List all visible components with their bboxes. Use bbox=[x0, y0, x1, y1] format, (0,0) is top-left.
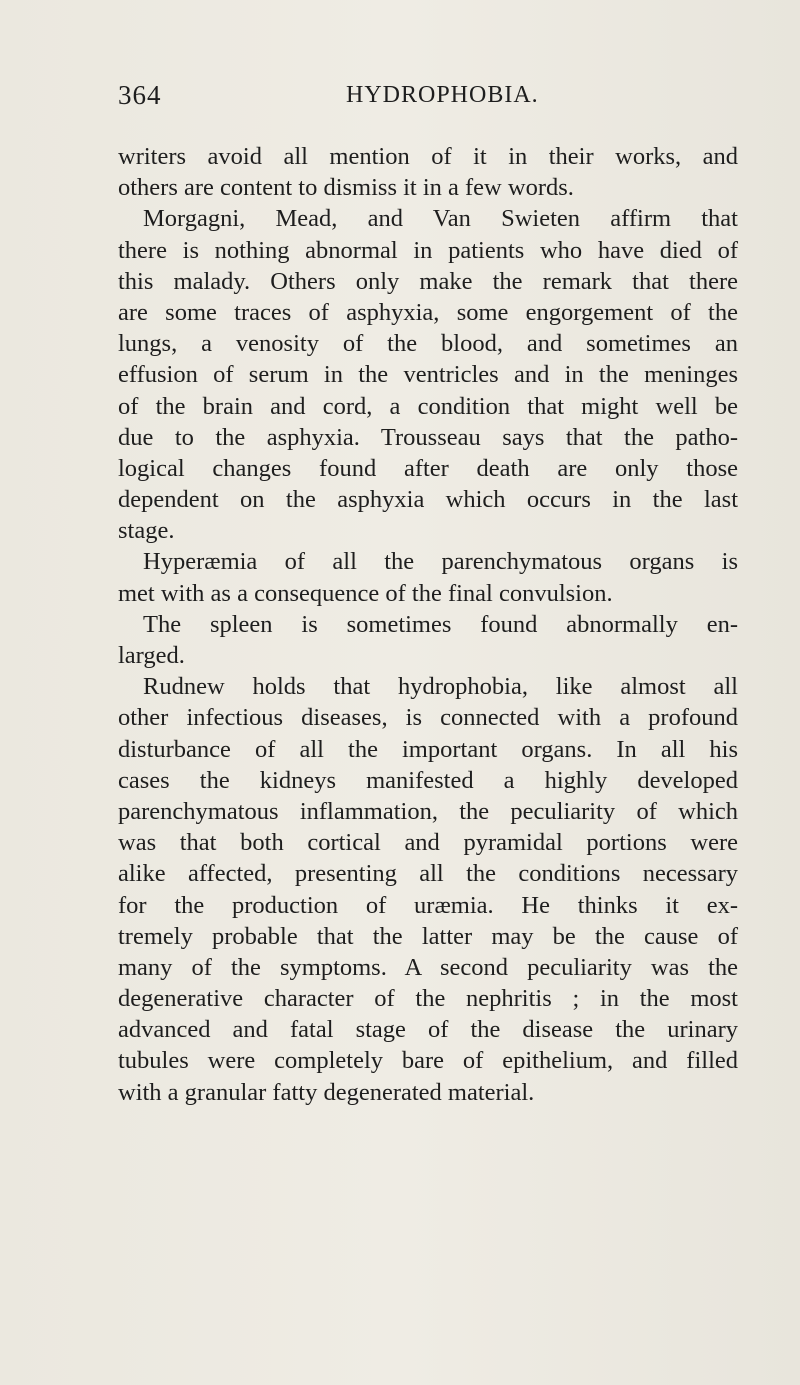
text-line: advanced and fatal stage of the disease the urinary bbox=[118, 1016, 738, 1044]
page-header bbox=[0, 80, 800, 114]
text-line: due to the asphyxia. Trousseau says that the patho- bbox=[118, 423, 738, 451]
running-title: HYDROPHOBIA. bbox=[346, 82, 539, 108]
text-line: there is nothing abnormal in patients who have died of bbox=[118, 236, 738, 264]
text-line: lungs, a venosity of the blood, and sometimes an bbox=[118, 330, 738, 358]
text-line: this malady. Others only make the remark that there bbox=[118, 267, 738, 295]
text-line: logical changes found after death are only those bbox=[118, 454, 738, 482]
text-line: was that both cortical and pyramidal portions were bbox=[118, 829, 738, 857]
text-line: are some traces of asphyxia, some engorgement of the bbox=[118, 298, 738, 326]
text-line: parenchymatous inflammation, the peculiarity of which bbox=[118, 797, 738, 825]
text-line: tremely probable that the latter may be the cause of bbox=[118, 922, 738, 950]
body-text bbox=[118, 141, 738, 1108]
text-line: with a granular fatty degenerated material. bbox=[118, 1078, 535, 1106]
text-line: of the brain and cord, a condition that might well be bbox=[118, 392, 738, 420]
text-line: dependent on the asphyxia which occurs in the last bbox=[118, 486, 738, 514]
text-line: degenerative character of the nephritis ; in the most bbox=[118, 985, 738, 1013]
text-line: others are content to dismiss it in a few words. bbox=[118, 174, 574, 202]
text-line: met with as a consequence of the final convulsion. bbox=[118, 579, 613, 607]
text-line: many of the symptoms. A second peculiarity was the bbox=[118, 953, 738, 981]
text-line: other infectious diseases, is connected with a profound bbox=[118, 704, 738, 732]
text-line: tubules were completely bare of epithelium, and filled bbox=[118, 1047, 738, 1075]
text-line: stage. bbox=[118, 517, 175, 545]
text-line: alike affected, presenting all the conditions necessary bbox=[118, 860, 738, 888]
text-line: writers avoid all mention of it in their works, and bbox=[118, 143, 738, 170]
paragraph-start-line: Morgagni, Mead, and Van Swieten affirm that bbox=[143, 205, 738, 233]
text-line: larged. bbox=[118, 642, 185, 669]
text-line: cases the kidneys manifested a highly developed bbox=[118, 766, 738, 794]
text-line: disturbance of all the important organs. In all his bbox=[118, 735, 738, 763]
text-line: effusion of serum in the ventricles and in the meninges bbox=[118, 361, 738, 389]
page-number: 364 bbox=[118, 80, 162, 110]
paragraph-start-line: The spleen is sometimes found abnormally en- bbox=[143, 610, 738, 638]
paragraph-start-line: Rudnew holds that hydrophobia, like almost all bbox=[143, 673, 738, 701]
text-line: for the production of uræmia. He thinks it ex- bbox=[118, 891, 738, 919]
paragraph-start-line: Hyperæmia of all the parenchymatous organs is bbox=[143, 548, 738, 576]
